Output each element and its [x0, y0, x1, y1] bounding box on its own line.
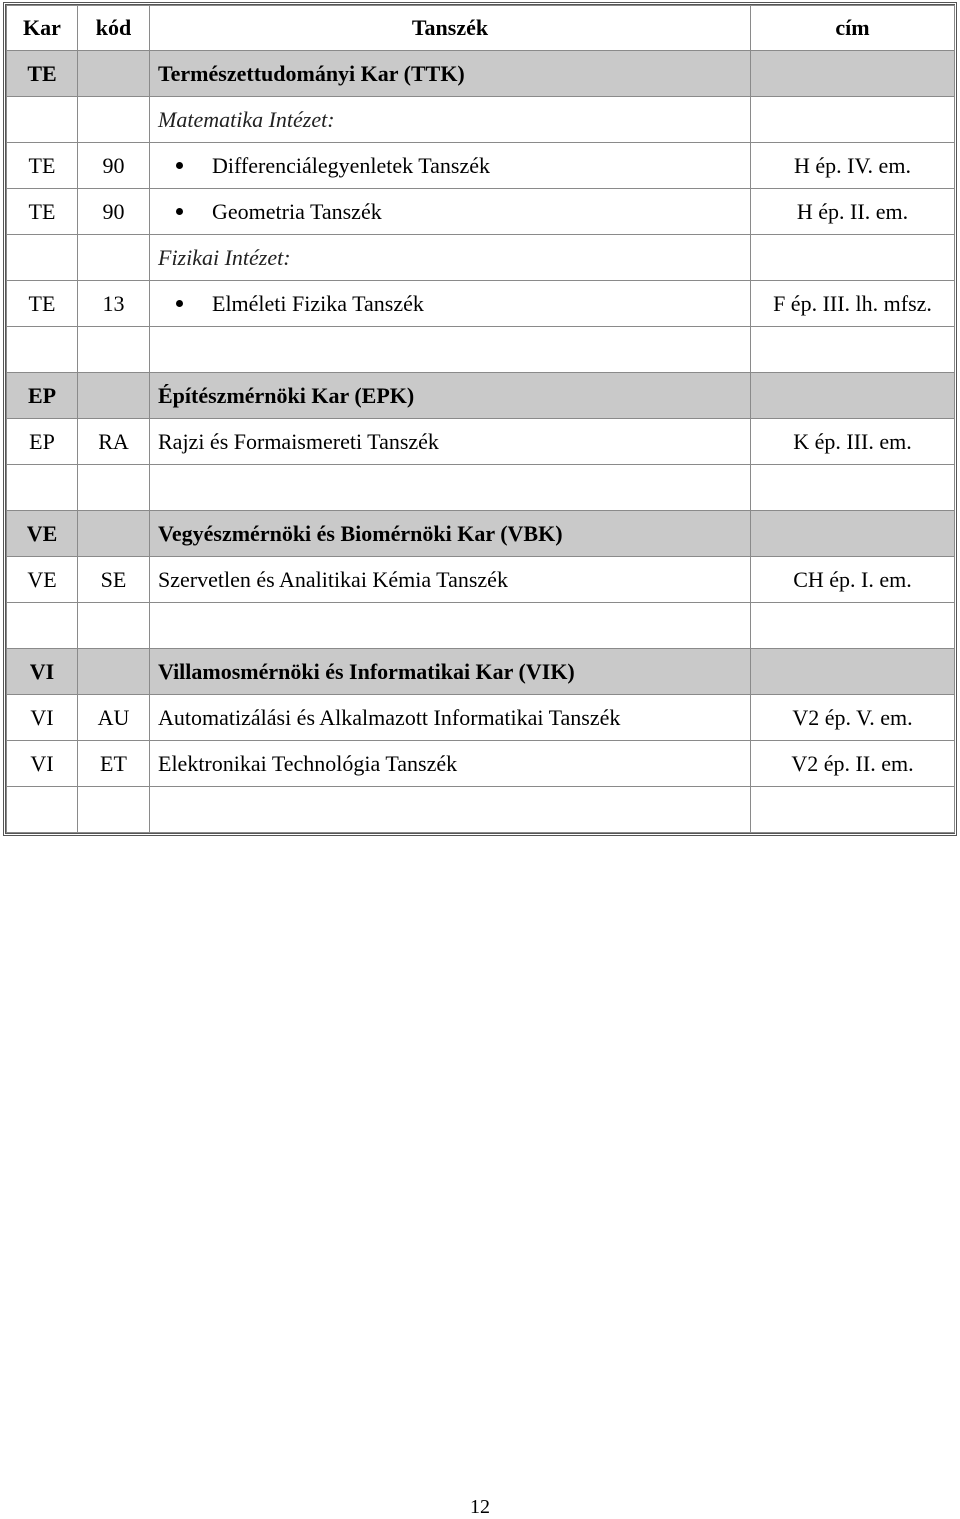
- cim-cell: H ép. II. em.: [751, 189, 955, 235]
- kar-cell: TE: [7, 51, 78, 97]
- department-cell: [150, 695, 751, 741]
- empty-row: [7, 327, 955, 373]
- faculty-name: Villamosmérnöki és Informatikai Kar (VIK): [150, 649, 751, 695]
- bullet-icon: [176, 162, 183, 169]
- cim-cell: H ép. IV. em.: [751, 143, 955, 189]
- kar-cell: VI: [7, 649, 78, 695]
- department-cell: [150, 143, 751, 189]
- kod-cell: SE: [78, 557, 150, 603]
- kar-cell: [7, 465, 78, 511]
- kar-cell: [7, 235, 78, 281]
- kod-cell: [78, 649, 150, 695]
- institute-row: [7, 97, 955, 143]
- department-row: [7, 419, 955, 465]
- kod-cell: [78, 603, 150, 649]
- kar-cell: VI: [7, 695, 78, 741]
- department-name: Elektronikai Technológia Tanszék: [158, 750, 458, 776]
- cim-cell: [751, 327, 955, 373]
- kod-cell: ET: [78, 741, 150, 787]
- department-cell: [150, 603, 751, 649]
- cim-cell: [751, 511, 955, 557]
- kod-cell: [78, 97, 150, 143]
- department-name: Geometria Tanszék: [212, 198, 382, 224]
- table-body: [7, 6, 955, 833]
- cim-cell: [751, 465, 955, 511]
- kod-cell: [78, 787, 150, 833]
- page-number: 12: [470, 1496, 490, 1518]
- institute-name: [150, 235, 751, 281]
- kod-cell: 13: [78, 281, 150, 327]
- kar-cell: VE: [7, 511, 78, 557]
- kar-cell: TE: [7, 281, 78, 327]
- department-row: [7, 557, 955, 603]
- department-row: [7, 281, 955, 327]
- bullet-icon: [176, 208, 183, 215]
- department-cell: [150, 787, 751, 833]
- kod-cell: [78, 511, 150, 557]
- kar-cell: EP: [7, 419, 78, 465]
- cim-cell: [751, 235, 955, 281]
- department-cell: [150, 741, 751, 787]
- header-tanszek: Tanszék: [150, 6, 751, 51]
- institute-label: Matematika Intézet:: [158, 106, 335, 132]
- kod-cell: [78, 51, 150, 97]
- header-kar: Kar: [7, 6, 78, 51]
- department-cell: [150, 419, 751, 465]
- kod-cell: 90: [78, 143, 150, 189]
- department-cell: [150, 465, 751, 511]
- kar-cell: [7, 603, 78, 649]
- cim-cell: [751, 97, 955, 143]
- kod-cell: [78, 465, 150, 511]
- cim-cell: [751, 373, 955, 419]
- cim-cell: F ép. III. lh. mfsz.: [751, 281, 955, 327]
- cim-cell: CH ép. I. em.: [751, 557, 955, 603]
- institute-label: Fizikai Intézet:: [158, 244, 291, 270]
- bullet-icon: [176, 300, 183, 307]
- department-row: [7, 741, 955, 787]
- kod-cell: RA: [78, 419, 150, 465]
- kar-cell: EP: [7, 373, 78, 419]
- department-name: Rajzi és Formaismereti Tanszék: [158, 428, 439, 454]
- kar-cell: TE: [7, 189, 78, 235]
- faculty-row: [7, 51, 955, 97]
- department-name: Szervetlen és Analitikai Kémia Tanszék: [158, 566, 508, 592]
- department-name: Elméleti Fizika Tanszék: [212, 290, 424, 316]
- department-cell: [150, 557, 751, 603]
- kod-cell: [78, 327, 150, 373]
- kod-cell: [78, 235, 150, 281]
- department-table-frame: [3, 2, 957, 836]
- faculty-name: Vegyészmérnöki és Biomérnöki Kar (VBK): [150, 511, 751, 557]
- header-kod: kód: [78, 6, 150, 51]
- empty-row: [7, 465, 955, 511]
- faculty-row: [7, 373, 955, 419]
- cim-cell: [751, 603, 955, 649]
- empty-row: [7, 603, 955, 649]
- faculty-row: [7, 649, 955, 695]
- department-table: [6, 5, 955, 833]
- kar-cell: [7, 327, 78, 373]
- department-row: [7, 695, 955, 741]
- kod-cell: [78, 373, 150, 419]
- header-cim: cím: [751, 6, 955, 51]
- cim-cell: [751, 649, 955, 695]
- department-cell: [150, 189, 751, 235]
- department-cell: [150, 327, 751, 373]
- institute-name: [150, 97, 751, 143]
- cim-cell: V2 ép. II. em.: [751, 741, 955, 787]
- department-cell: [150, 281, 751, 327]
- kar-cell: [7, 787, 78, 833]
- department-row: [7, 189, 955, 235]
- department-name: Differenciálegyenletek Tanszék: [212, 152, 491, 178]
- kar-cell: VE: [7, 557, 78, 603]
- kod-cell: 90: [78, 189, 150, 235]
- faculty-row: [7, 511, 955, 557]
- kod-cell: AU: [78, 695, 150, 741]
- institute-row: [7, 235, 955, 281]
- cim-cell: [751, 787, 955, 833]
- department-name: Automatizálási és Alkalmazott Informatikai Tanszék: [158, 704, 621, 730]
- kar-cell: [7, 97, 78, 143]
- table-header-row: [7, 6, 955, 51]
- kar-cell: TE: [7, 143, 78, 189]
- department-row: [7, 143, 955, 189]
- empty-row: [7, 787, 955, 833]
- cim-cell: V2 ép. V. em.: [751, 695, 955, 741]
- kar-cell: VI: [7, 741, 78, 787]
- cim-cell: K ép. III. em.: [751, 419, 955, 465]
- faculty-name: Építészmérnöki Kar (EPK): [150, 373, 751, 419]
- cim-cell: [751, 51, 955, 97]
- faculty-name: Természettudományi Kar (TTK): [150, 51, 751, 97]
